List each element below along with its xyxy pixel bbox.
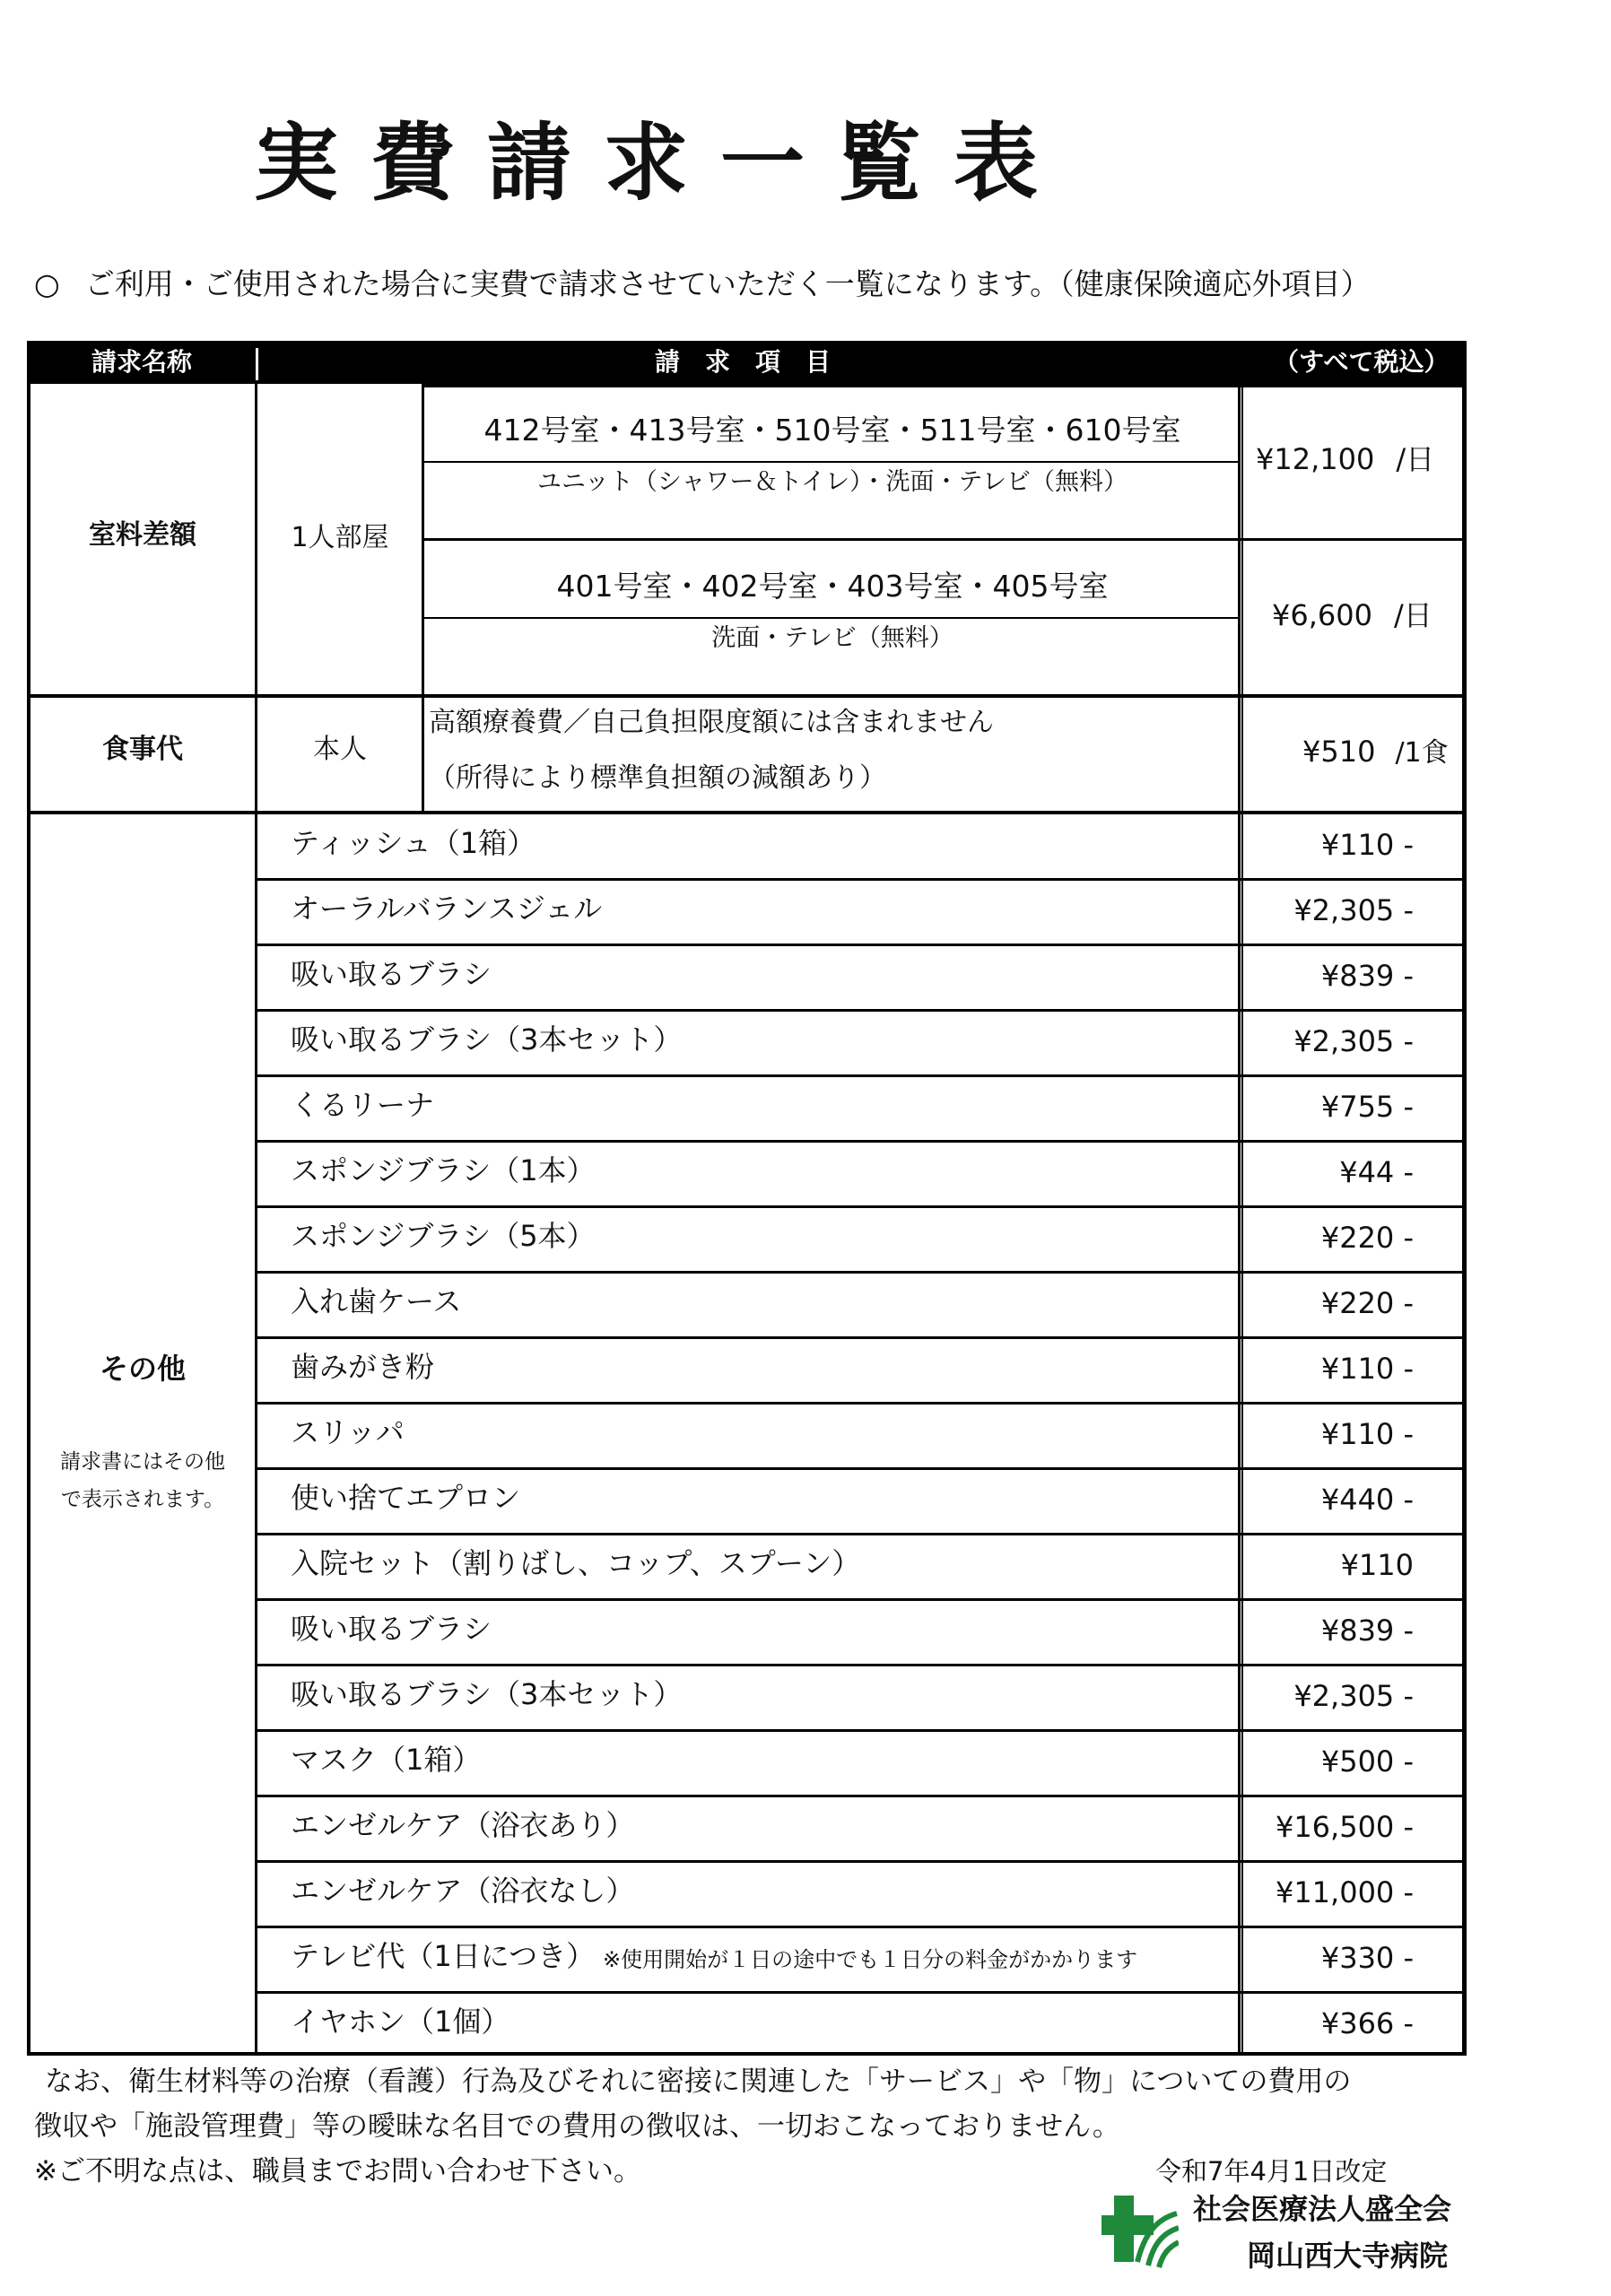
room-row-divider [422,538,1467,541]
header-name: 請求名称 [91,347,193,377]
item-row-divider [255,1860,1467,1863]
item-label: ティッシュ（1箱） [291,826,536,860]
item-label: イヤホン（1個） [291,2005,510,2039]
item-label: エンゼルケア（浴衣あり） [291,1808,635,1842]
item-price: ¥220 - [1320,1221,1414,1255]
item-label: 吸い取るブラシ [291,957,492,991]
room-option-1-rooms: 412号室・413号室・510号室・511号室・610号室 [483,413,1181,448]
intro-text [34,262,1371,307]
item-label: スポンジブラシ（5本） [291,1219,596,1253]
item-price: ¥110 [1340,1548,1414,1582]
meal-note-2: （所得により標準負担額の減額あり） [429,762,886,794]
item-label: 入れ歯ケース [291,1284,462,1318]
room-inner-rule-2 [422,617,1238,619]
footer-line-2: 徴収や「施設管理費」等の曖昧な名目での費用の徴収は、一切おこなっておりません。 [34,2110,1120,2143]
room-type: 1人部屋 [291,522,389,553]
section-divider-other [27,811,1467,814]
col-divider-subtype [422,384,424,811]
room-inner-rule-1 [422,461,1238,463]
item-price: ¥839 - [1320,1613,1414,1648]
item-label: テレビ代（1日につき） [291,1939,596,1973]
room-option-2-desc: 洗面・テレビ（無料） [711,624,954,652]
item-label: 歯みがき粉 [291,1350,435,1384]
item-label: くるリーナ [291,1088,435,1122]
header-items: 請 求 項 目 [655,347,832,377]
item-row-divider [255,1991,1467,1994]
item-price: ¥2,305 - [1293,893,1414,927]
item-row-divider [255,1205,1467,1208]
col-divider-price-inner [1241,384,1243,2056]
item-row-divider [255,1598,1467,1601]
item-price: ¥2,305 - [1293,1024,1414,1058]
col-divider-name [255,384,257,2056]
other-category: その他 [99,1352,186,1386]
item-label: 使い捨てエプロン [291,1481,521,1515]
item-label: 吸い取るブラシ（3本セット） [291,1022,683,1057]
bullet-circle: ○ [34,266,60,301]
item-row-divider [255,1336,1467,1339]
hospital-logo [1102,2188,1179,2269]
footer-line-1: なお、衛生材料等の治療（看護）行為及びそれに密接に関連した「サービス」や「物」についての費用の [45,2066,1352,2098]
footer-line-3: ※ご不明な点は、職員までお問い合わせ下さい。 [34,2155,641,2187]
item-row-divider [255,1009,1467,1012]
room-option-1-desc: ユニット（シャワー＆トイレ）・洗面・テレビ（無料） [537,468,1128,496]
other-note-2: で表示されます。 [60,1488,225,1511]
item-price: ¥839 - [1320,959,1414,993]
room-option-2-price: ¥6,600 /日 [1272,598,1432,632]
item-price: ¥755 - [1320,1090,1414,1124]
header-price: （すべて税込） [1274,347,1450,377]
item-price: ¥11,000 - [1275,1875,1414,1909]
item-price: ¥366 - [1320,2006,1414,2040]
item-label: スリッパ [291,1415,405,1449]
section-divider-meal [27,694,1467,698]
meal-price: ¥510 /1食 [1302,735,1449,769]
item-price: ¥2,305 - [1293,1679,1414,1713]
item-row-divider [255,1926,1467,1928]
page-title: 実費請求一覧表 [253,115,1070,213]
revision-date: 令和7年4月1日改定 [1155,2156,1388,2187]
room-category: 室料差額 [89,519,196,551]
item-label: 吸い取るブラシ（3本セット） [291,1677,683,1711]
item-row-divider [255,878,1467,881]
col-divider-right [1462,384,1465,2056]
room-option-2-rooms: 401号室・402号室・403号室・405号室 [556,569,1109,604]
item-label: エンゼルケア（浴衣なし） [291,1874,635,1908]
hospital-name: 岡山西大寺病院 [1247,2239,1449,2273]
meal-category: 食事代 [102,734,183,765]
item-price: ¥16,500 - [1275,1810,1414,1844]
item-price: ¥330 - [1320,1941,1414,1975]
item-row-divider [255,1140,1467,1143]
item-price: ¥110 - [1320,1417,1414,1451]
item-price: ¥500 - [1320,1744,1414,1779]
item-price: ¥44 - [1339,1155,1414,1189]
other-note-1: 請求書にはその他 [60,1450,225,1474]
item-row-divider [255,1664,1467,1666]
item-row-divider [255,1467,1467,1470]
item-price: ¥110 - [1320,1352,1414,1386]
room-option-1-price: ¥12,100 /日 [1256,442,1435,476]
item-row-divider [255,1729,1467,1732]
meal-who: 本人 [313,734,367,765]
item-row-divider [255,1402,1467,1405]
item-row-divider [255,1271,1467,1274]
item-row-divider [255,944,1467,946]
item-label: 入院セット（割りばし、コップ、スプーン） [291,1546,861,1580]
item-label: スポンジブラシ（1本） [291,1153,596,1187]
item-row-divider [255,1074,1467,1077]
organization-name: 社会医療法人盛全会 [1193,2192,1452,2226]
item-label: マスク（1箱） [291,1743,482,1777]
meal-note-1: 高額療養費／自己負担限度額には含まれません [429,707,994,738]
item-row-divider [255,1795,1467,1797]
item-label: 吸い取るブラシ [291,1612,492,1646]
item-price: ¥110 - [1320,828,1414,862]
item-label: オーラルバランスジェル [291,891,603,926]
item-price: ¥220 - [1320,1286,1414,1320]
room-top-border [422,384,1467,387]
item-note: ※使用開始が１日の途中でも１日分の料金がかかります [603,1947,1138,1972]
item-price: ¥440 - [1320,1483,1414,1517]
intro-sentence: ご利用・ご使用された場合に実費で請求させていただく一覧になります。（健康保険適応外項目） [84,266,1371,301]
item-row-divider [255,1533,1467,1535]
